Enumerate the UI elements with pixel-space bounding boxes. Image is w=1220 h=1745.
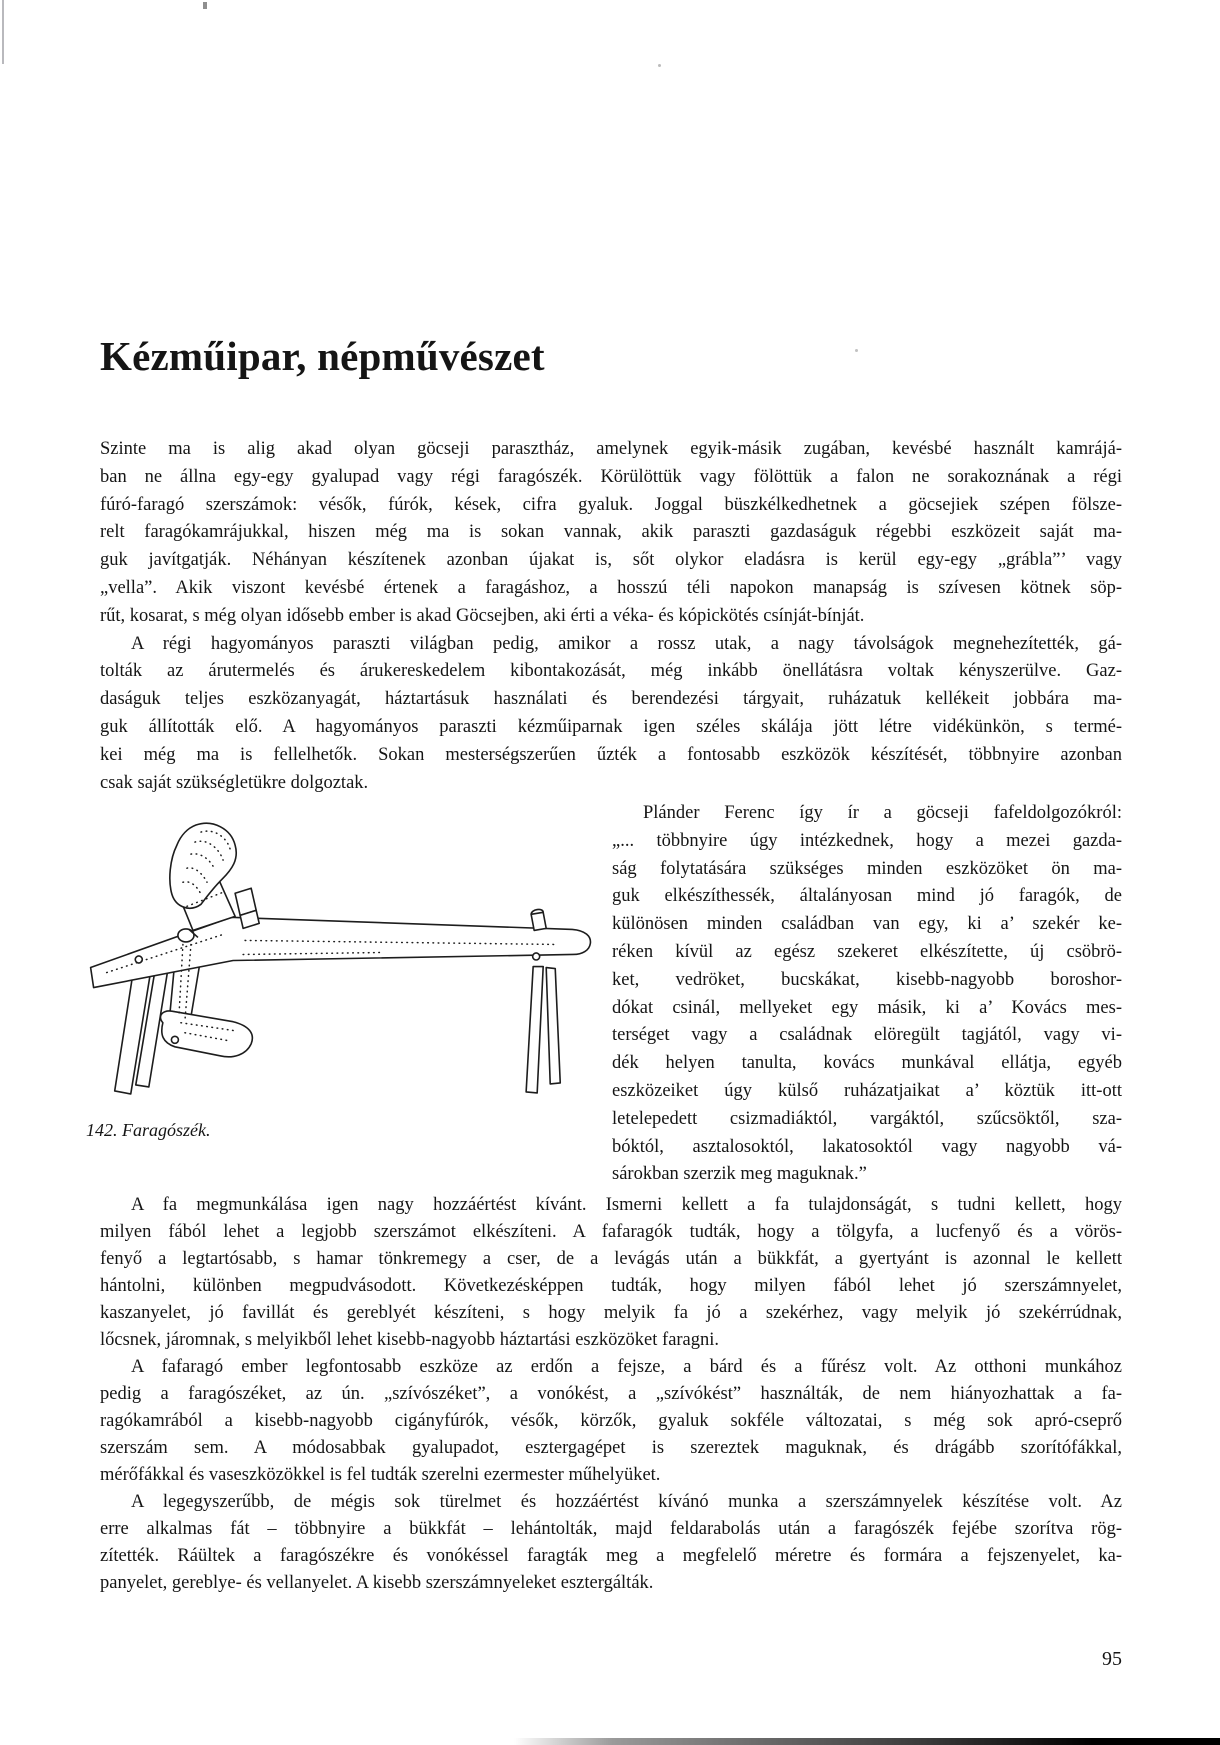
text-line: guk javítgatják. Néhányan készítenek azonban újakat is, sőt olykor eladásra is kerül egy-egy „grábla”’ vagy — [100, 550, 1122, 571]
text-line: A fa megmunkálása igen nagy hozzáértést kívánt. Ismerni kellett a fa tulajdonságát, s tudni kellett, hogy — [131, 1195, 1122, 1215]
text-line: milyen fából lehet a legjobb szerszámot elkészíteni. A fafaragók tudták, hogy a tölgyfa, a lucfenyő és a vörös- — [100, 1222, 1122, 1242]
text-line: csak saját szükségletükre dolgoztak. — [100, 772, 369, 793]
text-line: relt faragókamrájukkal, hiszen még ma is sokan vannak, akik paraszti gazdaságuk régebbi eszközeit saját ma- — [100, 522, 1122, 543]
text-line: erre alkalmas fát – többnyire a bükkfát – lehántolták, majd feldarabolás után a faragószék fejébe szorítva rög- — [100, 1519, 1122, 1539]
text-line: mérőfákkal és vaseszközökkel is fel tudták szerelni ezermester műhelyüket. — [100, 1465, 661, 1485]
text-line: „vella”. Akik viszont kevésbé értenek a faragáshoz, a hosszú téli napokon manapság is szívesen kötnek söp- — [100, 577, 1122, 598]
text-line: réken kívül az egész szekeret elkészítette, új csöbrö- — [612, 941, 1122, 962]
text-line: dék helyen tanulta, kovács munkával ellátja, egyéb — [612, 1053, 1122, 1074]
text-line: terséget vagy a családnak elöregült tagjától, vagy vi- — [612, 1025, 1122, 1046]
text-line: A fafaragó ember legfontosabb eszköze az erdőn a fejsze, a bárd és a fűrész volt. Az otthoni munkához — [131, 1357, 1122, 1377]
text-line: rűt, kosarat, s még olyan idősebb ember is akad Göcsejben, aki érti a véka- és kópickötés csínját-bínját. — [100, 605, 865, 626]
text-line: Plánder Ferenc így ír a göcseji fafeldolgozókról: — [643, 803, 1122, 823]
closing-paragraphs — [100, 1192, 1122, 1597]
quote-column — [612, 800, 1122, 1189]
text-line: A legegyszerűbb, de mégis sok türelmet és hozzáértést kívánó munka a szerszámnyelek készítése volt. Az — [131, 1492, 1122, 1512]
page-number: 95 — [1102, 1648, 1122, 1670]
text-line: sárokban szerzik meg maguknak.” — [612, 1164, 867, 1185]
text-line: fúró-faragó szerszámok: vésők, fúrók, kések, cifra gyaluk. Joggal büszkélkedhetnek a göcsejiek szépen fölsze- — [100, 494, 1122, 515]
text-line: A régi hagyományos paraszti világban pedig, amikor a rossz utak, a nagy távolságok megnehezítették, gá- — [131, 633, 1122, 654]
text-line: letelepedett csizmadiáktól, vargáktól, szűcsöktől, sza- — [612, 1108, 1122, 1129]
text-line: bóktól, asztalosoktól, lakatosoktól vagy nagyobb vá- — [612, 1136, 1122, 1157]
text-line: „... többnyire úgy intézkednek, hogy a mezei gazda- — [612, 830, 1122, 851]
text-line: kei még ma is fellelhetők. Sokan mesterségszerűen űzték a fontosabb eszközök készítését, többnyire azonban — [100, 744, 1122, 765]
text-line: ság folytatására szükséges minden eszközöket ön ma- — [612, 858, 1122, 879]
scan-speck — [203, 2, 207, 9]
text-line: Szinte ma is alig akad olyan göcseji parasztház, amelynek egyik-másik zugában, kevésbé használt kamrájá- — [100, 439, 1122, 459]
text-line: ragókamrából a kisebb-nagyobb cigányfúrók, vésők, körzők, gyaluk sokféle változatai, s még sok apró-cseprő — [100, 1411, 1122, 1431]
text-line: különösen minden családban van egy, ki a’ szekér ke- — [612, 914, 1122, 935]
scan-bottom-artifact — [514, 1738, 1220, 1745]
page-title: Kézműipar, népművészet — [100, 333, 545, 379]
text-line: guk elkészíthessék, általányosan mind jó faragók, de — [612, 886, 1122, 907]
text-line: tolták az árutermelés és árukereskedelem kibontakozását, még inkább önellátásra voltak kényszerülve. Gaz- — [100, 661, 1122, 682]
scan-speck — [658, 64, 661, 67]
text-line: ket, vedröket, bucskákat, kisebb-nagyobb boroshor- — [612, 969, 1122, 990]
text-line: fenyő a legtartósabb, s hamar tönkremegy a cser, de a levágás után a bükkfát, a gyertyánt is azonnal le kellett — [100, 1249, 1122, 1269]
text-line: panyelet, gereblye- és vellanyelet. A kisebb szerszámnyeleket esztergálták. — [100, 1573, 654, 1593]
scan-edge-artifact — [2, 0, 4, 64]
text-line: szerszám sem. A módosabbak gyalupadot, esztergagépet is szereztek maguknak, és drágább szorítófákkal, — [100, 1438, 1122, 1458]
text-line: kaszanyelet, jó favillát és gereblyét készíteni, s hogy melyik fa jó a szekérhez, vagy melyik jó szekérrúdnak, — [100, 1303, 1122, 1323]
figure-linework — [91, 823, 591, 1094]
text-line: hántolni, különben megpudvásodott. Következésképpen tudták, hogy milyen fából lehet jó szerszámnyelet, — [100, 1276, 1122, 1296]
text-line: ban ne állna egy-egy gyalupad vagy régi faragószék. Körülöttük vagy fölöttük a falon ne sorakoznának a régi — [100, 466, 1122, 487]
text-line: guk állították elő. A hagyományos paraszti kézműiparnak igen széles skálája jött létre vidékünkön, s termé- — [100, 716, 1122, 737]
text-line: pedig a faragószéket, az ún. „szívószéket”, a vonókést, a „szívókést” használták, de nem hiányozhattak a fa- — [100, 1384, 1122, 1404]
text-line: daságuk teljes eszközanyagát, háztartásuk használati és berendezési tárgyait, ruházatuk kellékeit jobbára ma- — [100, 689, 1122, 710]
text-line: lőcsnek, járomnak, s melyikből lehet kisebb-nagyobb háztartási eszközöket faragni. — [100, 1330, 720, 1350]
intro-paragraphs — [100, 436, 1122, 797]
text-line: eszközeiket úgy külső ruházatjaikat a’ köztük itt-ott — [612, 1080, 1122, 1101]
text-line: zítették. Ráültek a faragószékre és vonókéssel faragták meg a megfelelő méretre és formára a fejszenyelet, ka- — [100, 1546, 1122, 1566]
text-line: dókat csinál, mellyeket egy másik, ki a’ Kovács mes- — [612, 997, 1122, 1018]
figure-caption: 142. Faragószék. — [86, 1120, 211, 1140]
scan-speck — [855, 349, 858, 352]
faragoszek-illustration — [82, 816, 610, 1102]
